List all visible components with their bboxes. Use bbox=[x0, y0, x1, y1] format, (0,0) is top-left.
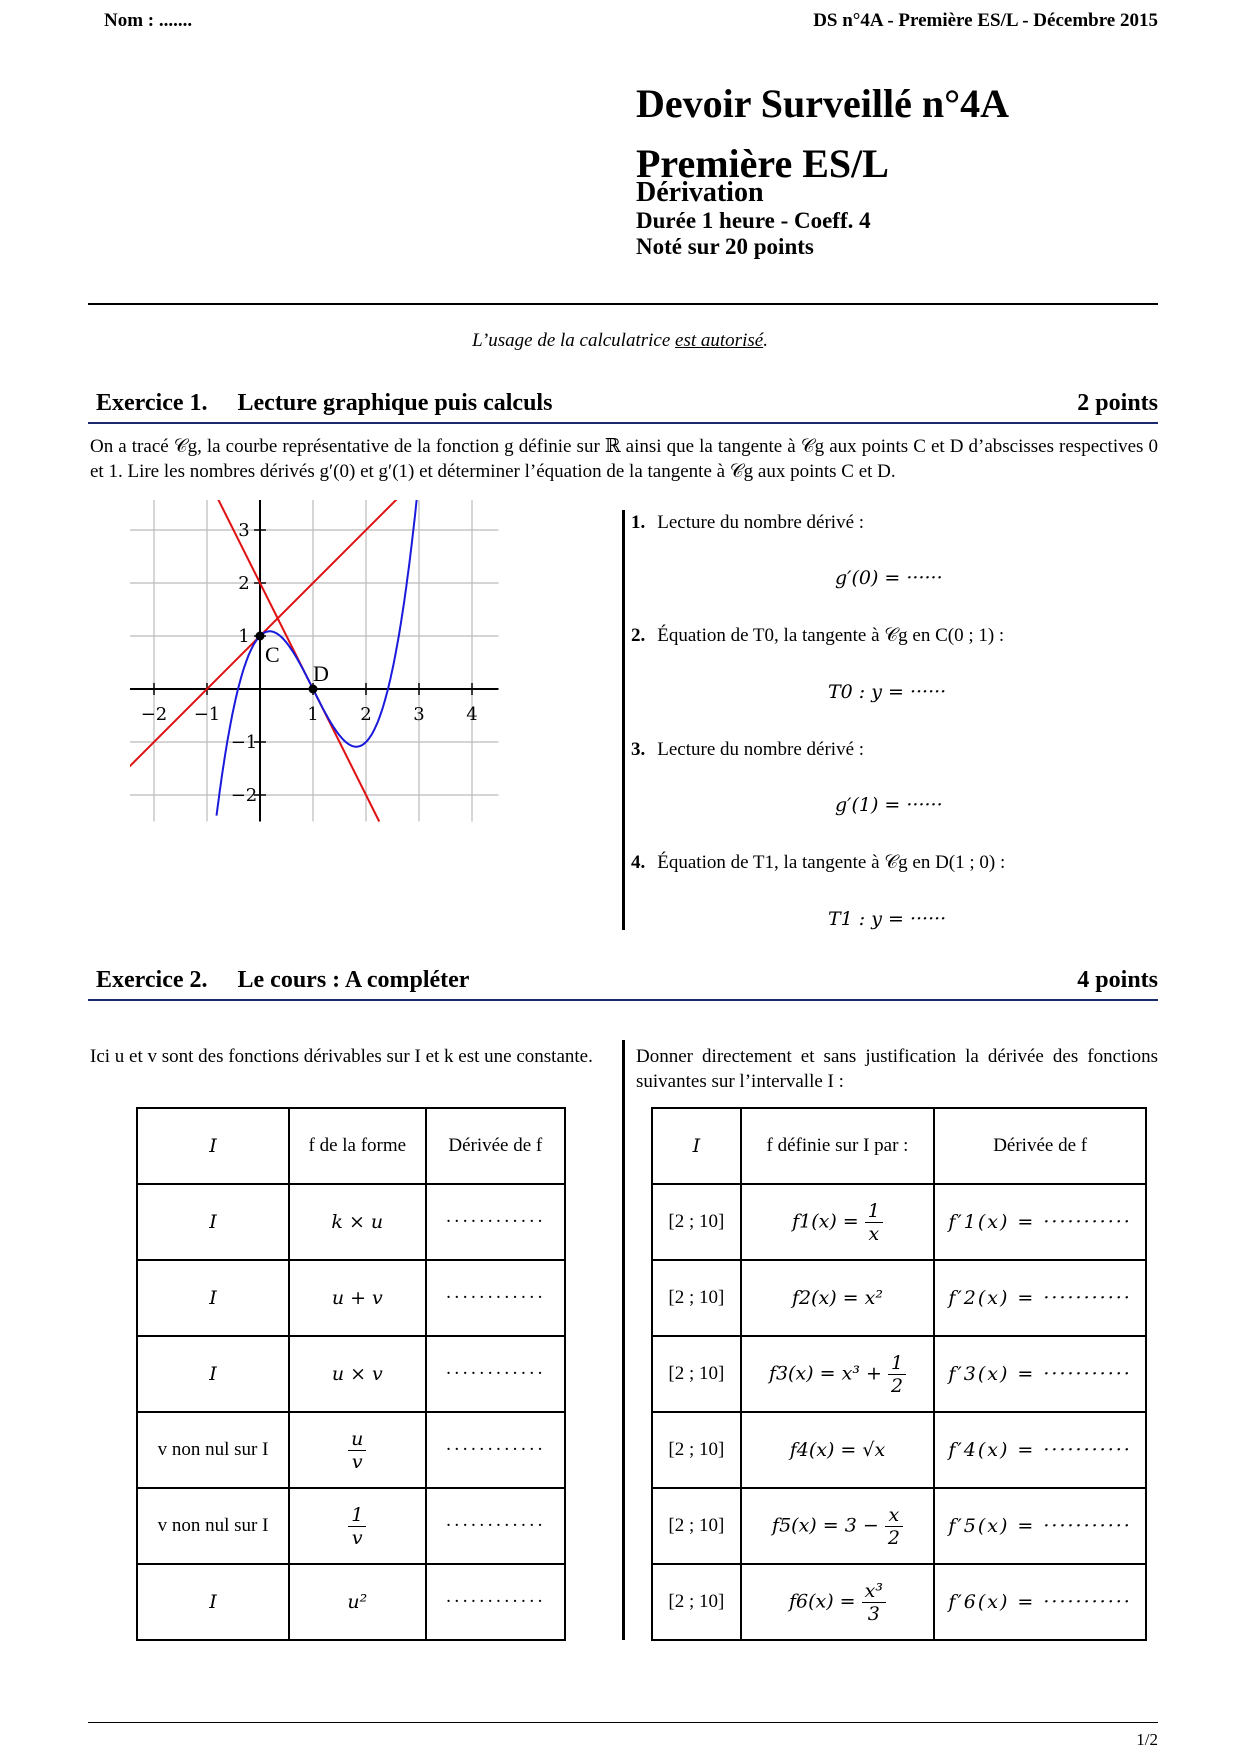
calc-note-underlined: est autorisé bbox=[675, 330, 764, 351]
calculator-note bbox=[0, 330, 1240, 352]
right-header-i: I bbox=[652, 1108, 741, 1184]
y-tick-label: 2 bbox=[238, 573, 250, 594]
page-number: 1/2 bbox=[1136, 1730, 1158, 1749]
student-name-field: Nom : ....... bbox=[104, 10, 193, 31]
functions-table bbox=[651, 1107, 1147, 1641]
question-1 bbox=[631, 512, 864, 534]
left-row5-i: v non nul sur I bbox=[137, 1488, 289, 1564]
questions-divider bbox=[622, 510, 625, 930]
left-row6-i: I bbox=[137, 1564, 289, 1640]
left-row2-form: u + v bbox=[289, 1260, 426, 1336]
question-2-number: 2. bbox=[631, 625, 646, 646]
right-row6-function-lhs: f6(x) = bbox=[788, 1590, 856, 1612]
right-row5-function-lhs: f5(x) = 3 − bbox=[772, 1514, 879, 1536]
right-row3-derivative: f′3(x) = ··········· bbox=[934, 1336, 1146, 1412]
page-title: Devoir Surveillé n°4A bbox=[636, 81, 1010, 126]
right-row5-derivative: f′5(x) = ··········· bbox=[934, 1488, 1146, 1564]
y-tick-label: −2 bbox=[230, 785, 258, 806]
answer-1: g′(0) = ······ bbox=[835, 567, 943, 589]
right-row3-i: [2 ; 10] bbox=[652, 1336, 741, 1412]
left-row1-i: I bbox=[137, 1184, 289, 1260]
question-2-text: Équation de T0, la tangente à 𝒞g en C(0 ; 1) : bbox=[657, 625, 1005, 646]
document-header: DS n°4A - Première ES/L - Décembre 2015 bbox=[813, 10, 1158, 31]
curve-cg bbox=[217, 500, 423, 816]
right-row5-numerator: x bbox=[885, 1504, 903, 1527]
point-d-label: D bbox=[313, 661, 329, 686]
exercise-2-label: Exercice 2. bbox=[96, 967, 208, 993]
calc-note-prefix: L’usage de la calculatrice bbox=[472, 330, 676, 351]
left-row3-form: u × v bbox=[289, 1336, 426, 1412]
point-c-marker bbox=[256, 632, 265, 641]
left-row5-derivative: ············ bbox=[426, 1488, 565, 1564]
question-4-text: Équation de T1, la tangente à 𝒞g en D(1 ; 0) : bbox=[657, 852, 1006, 873]
grading-note: Noté sur 20 points bbox=[636, 234, 814, 259]
calc-note-suffix: . bbox=[763, 330, 768, 351]
left-row3-i: I bbox=[137, 1336, 289, 1412]
exercise-1-header bbox=[88, 388, 1158, 424]
left-row5-form bbox=[289, 1488, 426, 1564]
left-row5-form-denominator: v bbox=[351, 1526, 363, 1549]
right-row6-i: [2 ; 10] bbox=[652, 1564, 741, 1640]
left-row2-i: I bbox=[137, 1260, 289, 1336]
footer-rule bbox=[88, 1722, 1158, 1723]
left-row3-derivative: ············ bbox=[426, 1336, 565, 1412]
right-header-derivative: Dérivée de f bbox=[934, 1108, 1146, 1184]
left-row5-form-numerator: 1 bbox=[348, 1504, 366, 1527]
class-title: Première ES/L bbox=[636, 141, 889, 186]
right-row4-function: f4(x) = √x bbox=[741, 1412, 935, 1488]
left-row2-derivative: ············ bbox=[426, 1260, 565, 1336]
right-row3-function-lhs: f3(x) = x³ + bbox=[768, 1362, 882, 1384]
tangent-t1-line bbox=[207, 500, 379, 822]
left-row1-form: k × u bbox=[289, 1184, 426, 1260]
question-1-number: 1. bbox=[631, 512, 646, 533]
exercise-2-left-intro: Ici u et v sont des fonctions dérivables sur I et k est une constante. bbox=[90, 1046, 593, 1067]
exercise-1-label: Exercice 1. bbox=[96, 390, 208, 416]
question-4-number: 4. bbox=[631, 852, 646, 873]
right-row6-derivative: f′6(x) = ··········· bbox=[934, 1564, 1146, 1640]
left-row1-derivative: ············ bbox=[426, 1184, 565, 1260]
function-graph bbox=[130, 500, 570, 930]
left-header-i: I bbox=[137, 1108, 289, 1184]
answer-3: g′(1) = ······ bbox=[835, 794, 943, 816]
x-tick-label: −2 bbox=[140, 704, 168, 725]
right-row2-i: [2 ; 10] bbox=[652, 1260, 741, 1336]
x-tick-label: 3 bbox=[413, 704, 425, 725]
right-row1-denominator: x bbox=[868, 1222, 880, 1245]
exercise-2-points: 4 points bbox=[1077, 967, 1158, 993]
left-row6-derivative: ············ bbox=[426, 1564, 565, 1640]
point-c-label: C bbox=[265, 642, 280, 667]
left-row6-form: u² bbox=[289, 1564, 426, 1640]
right-row1-numerator: 1 bbox=[865, 1200, 883, 1223]
right-row5-i: [2 ; 10] bbox=[652, 1488, 741, 1564]
question-2 bbox=[631, 625, 1004, 647]
right-row3-function bbox=[741, 1336, 935, 1412]
right-row3-denominator: 2 bbox=[890, 1374, 904, 1397]
x-tick-label: 1 bbox=[307, 704, 319, 725]
left-row4-form-numerator: u bbox=[348, 1428, 366, 1451]
exercise-1-statement: On a tracé 𝒞g, la courbe représentative de la fonction g définie sur ℝ ainsi que la tangente à 𝒞g aux points C et D d’abscisses respectives 0 et 1. Lire les nombres dérivés g′(0) et g′(1) et déterminer l’équation de la tangente à 𝒞g aux points C et D. bbox=[90, 436, 1158, 482]
right-row5-denominator: 2 bbox=[887, 1526, 900, 1549]
left-header-derivative: Dérivée de f bbox=[426, 1108, 565, 1184]
right-row4-i: [2 ; 10] bbox=[652, 1412, 741, 1488]
question-1-text: Lecture du nombre dérivé : bbox=[657, 512, 865, 533]
left-row4-form bbox=[289, 1412, 426, 1488]
chapter-title: Dérivation bbox=[636, 177, 764, 208]
exercise-2-title: Le cours : A compléter bbox=[237, 967, 470, 993]
left-row4-form-denominator: v bbox=[351, 1450, 363, 1473]
duration-coeff: Durée 1 heure - Coeff. 4 bbox=[636, 208, 871, 233]
derivative-rules-table bbox=[136, 1107, 566, 1641]
question-3-number: 3. bbox=[631, 739, 646, 760]
answer-4: T1 : y = ······ bbox=[828, 908, 947, 930]
question-4 bbox=[631, 852, 1005, 874]
right-row3-numerator: 1 bbox=[888, 1352, 906, 1375]
exercise-2-divider bbox=[622, 1040, 625, 1640]
x-tick-label: 2 bbox=[360, 704, 372, 725]
x-tick-label: 4 bbox=[466, 704, 478, 725]
question-3 bbox=[631, 739, 864, 761]
y-tick-label: 1 bbox=[238, 626, 250, 647]
exercise-1-title: Lecture graphique puis calculs bbox=[237, 390, 553, 416]
right-header-function: f définie sur I par : bbox=[741, 1108, 935, 1184]
left-row4-derivative: ············ bbox=[426, 1412, 565, 1488]
title-divider bbox=[88, 303, 1158, 305]
right-row2-function: f2(x) = x² bbox=[741, 1260, 935, 1336]
right-row6-denominator: 3 bbox=[867, 1602, 880, 1625]
right-row6-function bbox=[741, 1564, 935, 1640]
right-row4-derivative: f′4(x) = ··········· bbox=[934, 1412, 1146, 1488]
exercise-1-points: 2 points bbox=[1077, 390, 1158, 416]
right-row1-function bbox=[741, 1184, 935, 1260]
left-row4-i: v non nul sur I bbox=[137, 1412, 289, 1488]
right-row1-derivative: f′1(x) = ··········· bbox=[934, 1184, 1146, 1260]
y-tick-label: −1 bbox=[230, 732, 258, 753]
y-tick-label: 3 bbox=[238, 520, 250, 541]
exercise-2-header bbox=[88, 965, 1158, 1001]
answer-2: T0 : y = ······ bbox=[828, 681, 947, 703]
right-row6-numerator: x³ bbox=[862, 1580, 886, 1603]
left-header-form: f de la forme bbox=[289, 1108, 426, 1184]
exercise-2-right-intro: Donner directement et sans justification la dérivée des fonctions suivantes sur l’intervalle I : bbox=[636, 1046, 1158, 1092]
right-row5-function bbox=[741, 1488, 935, 1564]
question-3-text: Lecture du nombre dérivé : bbox=[657, 739, 865, 760]
right-row1-i: [2 ; 10] bbox=[652, 1184, 741, 1260]
right-row2-derivative: f′2(x) = ··········· bbox=[934, 1260, 1146, 1336]
x-tick-label: −1 bbox=[193, 704, 221, 725]
right-row1-function-lhs: f1(x) = bbox=[792, 1210, 859, 1232]
